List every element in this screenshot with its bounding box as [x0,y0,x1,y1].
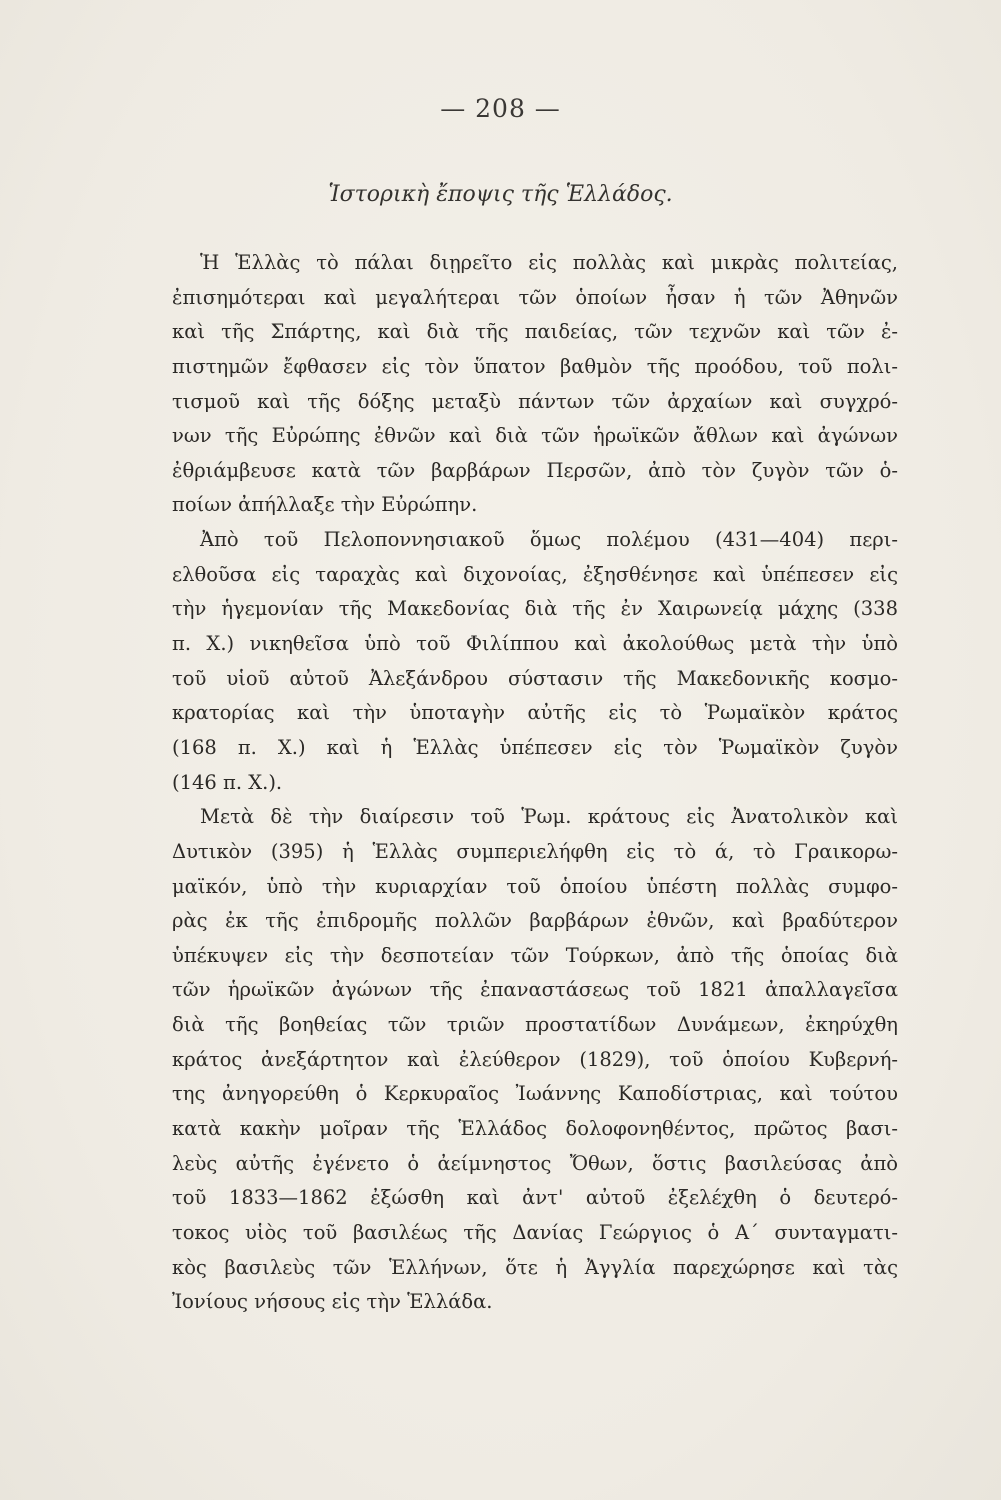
text-line: της ἀνηγορεύθη ὁ Κερκυραῖος Ἰωάννης Καποδίστριας, καὶ τούτου [172,1082,898,1106]
text-line: κὸς βασιλεὺς τῶν Ἑλλήνων, ὅτε ἡ Ἀγγλία παρεχώρησε καὶ τὰς [172,1255,898,1279]
text-line: τὴν ἡγεμονίαν τῆς Μακεδονίας διὰ τῆς ἐν Χαιρωνείᾳ μάχης (338 [172,597,898,621]
text-line: Ἰονίους νήσους εἰς τὴν Ἑλλάδα. [172,1290,493,1314]
text-line: (146 π. Χ.). [172,770,283,794]
text-line: Δυτικὸν (395) ἡ Ἑλλὰς συμπεριελήφθη εἰς τὸ ά, τὸ Γραικορω- [172,839,898,863]
text-line: διὰ τῆς βοηθείας τῶν τριῶν προστατίδων Δυνάμεων, ἐκηρύχθη [172,1013,898,1037]
text-line: τοῦ υἱοῦ αὐτοῦ Ἀλεξάνδρου σύστασιν τῆς Μακεδονικῆς κοσμο- [172,666,898,690]
text-line: κρατορίας καὶ τὴν ὑποταγὴν αὐτῆς εἰς τὸ Ῥωμαϊκὸν κράτος [172,701,898,725]
text-line: καὶ τῆς Σπάρτης, καὶ διὰ τῆς παιδείας, τῶν τεχνῶν καὶ τῶν ἐ- [172,320,898,344]
text-line: τοκος υἱὸς τοῦ βασιλέως τῆς Δανίας Γεώργιος ὁ Α΄ συνταγματι- [172,1220,898,1244]
text-line: ποίων ἀπήλλαξε τὴν Εὐρώπην. [172,493,478,517]
text-line: ελθοῦσα εἰς ταραχὰς καὶ διχονοίας, ἐξησθένησε καὶ ὑπέπεσεν εἰς [172,562,898,586]
text-line: λεὺς αὐτῆς ἐγένετο ὁ ἀείμνηστος Ὄθων, ὅστις βασιλεύσας ἀπὸ [172,1151,898,1175]
text-line: κράτος ἀνεξάρτητον καὶ ἐλεύθερον (1829), τοῦ ὁποίου Κυβερνή- [172,1047,898,1071]
text-line: κατὰ κακὴν μοῖραν τῆς Ἑλλάδος δολοφονηθέντος, πρῶτος βασι- [172,1117,898,1141]
text-line: π. Χ.) νικηθεῖσα ὑπὸ τοῦ Φιλίππου καὶ ἀκολούθως μετὰ τὴν ὑπὸ [172,632,898,656]
text-line: τισμοῦ καὶ τῆς δόξης μεταξὺ πάντων τῶν ἀρχαίων καὶ συγχρό- [172,389,898,413]
text-line: τοῦ 1833—1862 ἐξώσθη καὶ ἀντ' αὐτοῦ ἐξελέχθη ὁ δευτερό- [172,1186,898,1210]
text-line: νων τῆς Εὐρώπης ἐθνῶν καὶ διὰ τῶν ἡρωϊκῶν ἄθλων καὶ ἀγώνων [172,424,898,448]
section-heading: Ἱστορικὴ ἔποψις τῆς Ἑλλάδος. [328,182,673,207]
text-line: Μετὰ δὲ τὴν διαίρεσιν τοῦ Ῥωμ. κράτους εἰς Ἀνατολικὸν καὶ [200,805,898,829]
text-line: πιστημῶν ἔφθασεν εἰς τὸν ὕπατον βαθμὸν τῆς προόδου, τοῦ πολι- [172,354,898,378]
body-text [172,246,898,1320]
text-line: μαϊκόν, ὑπὸ τὴν κυριαρχίαν τοῦ ὁποίου ὑπέστη πολλὰς συμφο- [172,874,898,898]
text-line: Ἡ Ἑλλὰς τὸ πάλαι διῃρεῖτο εἰς πολλὰς καὶ μικρὰς πολιτείας, [200,251,898,274]
text-line: ἐπισημότεραι καὶ μεγαλήτεραι τῶν ὁποίων ἦσαν ἡ τῶν Ἀθηνῶν [172,285,898,309]
page-number: — 208 — [440,94,561,123]
text-line: Ἀπὸ τοῦ Πελοποννησιακοῦ ὅμως πολέμου (431—404) περι- [200,528,898,552]
text-line: ὑπέκυψεν εἰς τὴν δεσποτείαν τῶν Τούρκων, ἀπὸ τῆς ὁποίας διὰ [172,943,898,967]
text-line: ἐθριάμβευσε κατὰ τῶν βαρβάρων Περσῶν, ἀπὸ τὸν ζυγὸν τῶν ὁ- [172,458,898,482]
text-line: τῶν ἡρωϊκῶν ἀγώνων τῆς ἐπαναστάσεως τοῦ 1821 ἀπαλλαγεῖσα [172,978,898,1002]
text-line: ρὰς ἐκ τῆς ἐπιδρομῆς πολλῶν βαρβάρων ἐθνῶν, καὶ βραδύτερον [172,909,898,933]
text-line: (168 π. Χ.) καὶ ἡ Ἑλλὰς ὑπέπεσεν εἰς τὸν Ῥωμαϊκὸν ζυγὸν [172,735,898,759]
